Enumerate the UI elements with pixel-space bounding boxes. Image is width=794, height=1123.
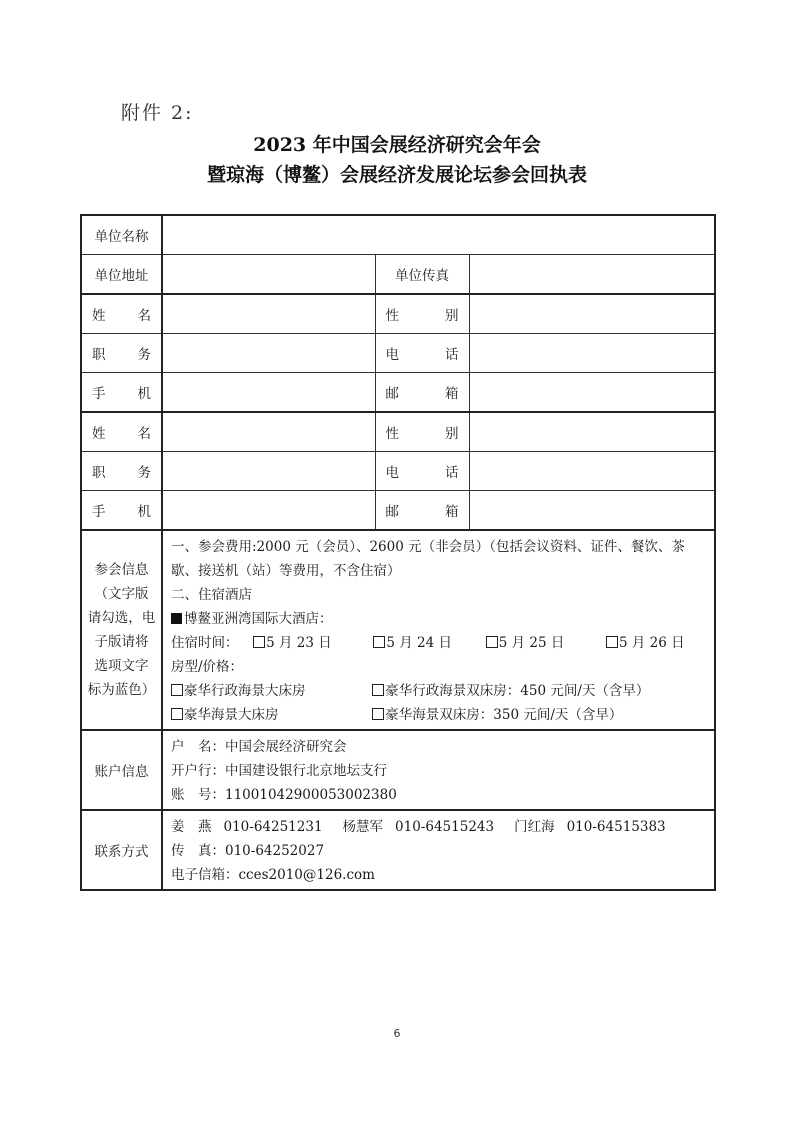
position-field[interactable] bbox=[162, 452, 375, 491]
label-line: 标为蓝色） bbox=[87, 682, 156, 698]
stay-dates-line bbox=[171, 631, 708, 655]
checkbox-icon[interactable] bbox=[372, 684, 384, 696]
contact-email: 电子信箱：cces2010@126.com bbox=[171, 867, 375, 883]
account-info-row bbox=[81, 730, 715, 810]
mobile-field[interactable] bbox=[162, 373, 375, 413]
attendee-1-mobile-row bbox=[81, 373, 715, 413]
fee-text-line-2: 歇、接送机（站）等费用，不含住宿） bbox=[171, 563, 401, 579]
contact-name: 门红海 bbox=[514, 819, 555, 835]
title-line-1: 2023 年中国会展经济研究会年会 bbox=[253, 134, 541, 156]
checkbox-icon[interactable] bbox=[373, 636, 385, 648]
email-field[interactable] bbox=[469, 491, 715, 531]
page-number: 6 bbox=[393, 1027, 401, 1040]
contact-info-row bbox=[81, 810, 715, 890]
stay-date-option[interactable] bbox=[373, 631, 481, 655]
unit-name-row bbox=[81, 215, 715, 255]
gender-field[interactable] bbox=[469, 412, 715, 452]
unit-name-field[interactable] bbox=[162, 215, 715, 255]
checked-square-icon[interactable] bbox=[171, 613, 182, 624]
account-info-label: 账户信息 bbox=[81, 730, 162, 810]
contact-phone: 010-64251231 bbox=[223, 819, 323, 835]
room-option-text: 豪华海景双床房：350 元间/天（含早） bbox=[385, 707, 623, 723]
room-option[interactable] bbox=[171, 679, 368, 703]
stay-date-option[interactable] bbox=[606, 631, 685, 655]
attendance-info-row bbox=[81, 530, 715, 730]
email-label: 邮箱 bbox=[375, 491, 469, 531]
position-field[interactable] bbox=[162, 334, 375, 373]
contact-fax: 传 真：010-64252027 bbox=[171, 843, 325, 859]
unit-address-label: 单位地址 bbox=[81, 255, 162, 295]
unit-address-field[interactable] bbox=[162, 255, 375, 295]
unit-fax-field[interactable] bbox=[469, 255, 715, 295]
account-bank: 开户行：中国建设银行北京地坛支行 bbox=[171, 763, 387, 779]
title-line-2: 暨琼海（博鳌）会展经济发展论坛参会回执表 bbox=[206, 164, 587, 186]
phone-field[interactable] bbox=[469, 452, 715, 491]
contact-name: 杨慧军 bbox=[342, 819, 384, 835]
unit-name-label: 单位名称 bbox=[81, 215, 162, 255]
email-label: 邮箱 bbox=[375, 373, 469, 413]
position-label: 职务 bbox=[81, 334, 162, 373]
mobile-label: 手机 bbox=[81, 373, 162, 413]
attendee-2-mobile-row bbox=[81, 491, 715, 531]
phone-label: 电话 bbox=[375, 452, 469, 491]
checkbox-icon[interactable] bbox=[253, 636, 265, 648]
hotel-option[interactable] bbox=[171, 607, 708, 631]
stay-date-text: 5 月 23 日 bbox=[266, 635, 332, 651]
account-info-content bbox=[162, 730, 715, 810]
hotel-name: 博鳌亚洲湾国际大酒店： bbox=[184, 611, 333, 627]
checkbox-icon[interactable] bbox=[606, 636, 618, 648]
phone-field[interactable] bbox=[469, 334, 715, 373]
stay-label: 住宿时间： bbox=[171, 635, 239, 651]
label-line: 选项文字 bbox=[94, 658, 149, 674]
email-field[interactable] bbox=[469, 373, 715, 413]
name-field[interactable] bbox=[162, 412, 375, 452]
attendee-1-name-row bbox=[81, 294, 715, 334]
account-name: 户 名：中国会展经济研究会 bbox=[171, 739, 347, 755]
contact-phone: 010-64515383 bbox=[566, 819, 666, 835]
stay-date-option[interactable] bbox=[253, 631, 369, 655]
room-type-label: 房型/价格： bbox=[171, 659, 244, 675]
room-option-text: 豪华行政海景双床房：450 元间/天（含早） bbox=[385, 683, 650, 699]
room-options-line-2 bbox=[171, 703, 708, 727]
gender-label: 性别 bbox=[375, 294, 469, 334]
mobile-field[interactable] bbox=[162, 491, 375, 531]
label-line: 参会信息 bbox=[94, 562, 149, 578]
stay-date-text: 5 月 26 日 bbox=[618, 635, 685, 651]
stay-date-text: 5 月 24 日 bbox=[386, 635, 453, 651]
attachment-label: 附件 2: bbox=[121, 102, 194, 124]
contact-phone: 010-64515243 bbox=[395, 819, 495, 835]
attendance-info-content bbox=[162, 530, 715, 730]
name-field[interactable] bbox=[162, 294, 375, 334]
mobile-label: 手机 bbox=[81, 491, 162, 531]
account-number: 账 号：11001042900053002380 bbox=[171, 787, 397, 803]
label-line: 子版请将 bbox=[94, 634, 149, 650]
position-label: 职务 bbox=[81, 452, 162, 491]
name-label: 姓名 bbox=[81, 294, 162, 334]
room-option[interactable] bbox=[372, 703, 622, 727]
room-options-line-1 bbox=[171, 679, 708, 703]
contact-name: 姜 燕 bbox=[171, 819, 212, 835]
contact-info-content bbox=[162, 810, 715, 890]
attendee-2-position-row bbox=[81, 452, 715, 491]
gender-field[interactable] bbox=[469, 294, 715, 334]
registration-form-table bbox=[80, 214, 716, 891]
contact-info-label: 联系方式 bbox=[81, 810, 162, 890]
hotel-heading: 二、住宿酒店 bbox=[171, 587, 252, 603]
gender-label: 性别 bbox=[375, 412, 469, 452]
attendee-1-position-row bbox=[81, 334, 715, 373]
label-line: 请勾选，电 bbox=[87, 610, 156, 626]
unit-address-row bbox=[81, 255, 715, 295]
room-option-text: 豪华海景大床房 bbox=[184, 707, 279, 723]
stay-date-option[interactable] bbox=[486, 631, 602, 655]
room-option[interactable] bbox=[372, 679, 649, 703]
unit-fax-label: 单位传真 bbox=[375, 255, 469, 295]
stay-date-text: 5 月 25 日 bbox=[498, 635, 565, 651]
contact-people-line bbox=[171, 815, 708, 839]
room-option[interactable] bbox=[171, 703, 368, 727]
phone-label: 电话 bbox=[375, 334, 469, 373]
label-line: （文字版 bbox=[94, 586, 149, 602]
checkbox-icon[interactable] bbox=[171, 708, 183, 720]
attendee-2-name-row bbox=[81, 412, 715, 452]
name-label: 姓名 bbox=[81, 412, 162, 452]
checkbox-icon[interactable] bbox=[171, 684, 183, 696]
attendance-info-label bbox=[81, 530, 162, 730]
room-option-text: 豪华行政海景大床房 bbox=[184, 683, 306, 699]
checkbox-icon[interactable] bbox=[486, 636, 498, 648]
checkbox-icon[interactable] bbox=[372, 708, 384, 720]
fee-text-line-1: 一、参会费用:2000 元（会员）、2600 元（非会员）（包括会议资料、证件、餐饮、茶 bbox=[171, 539, 685, 555]
